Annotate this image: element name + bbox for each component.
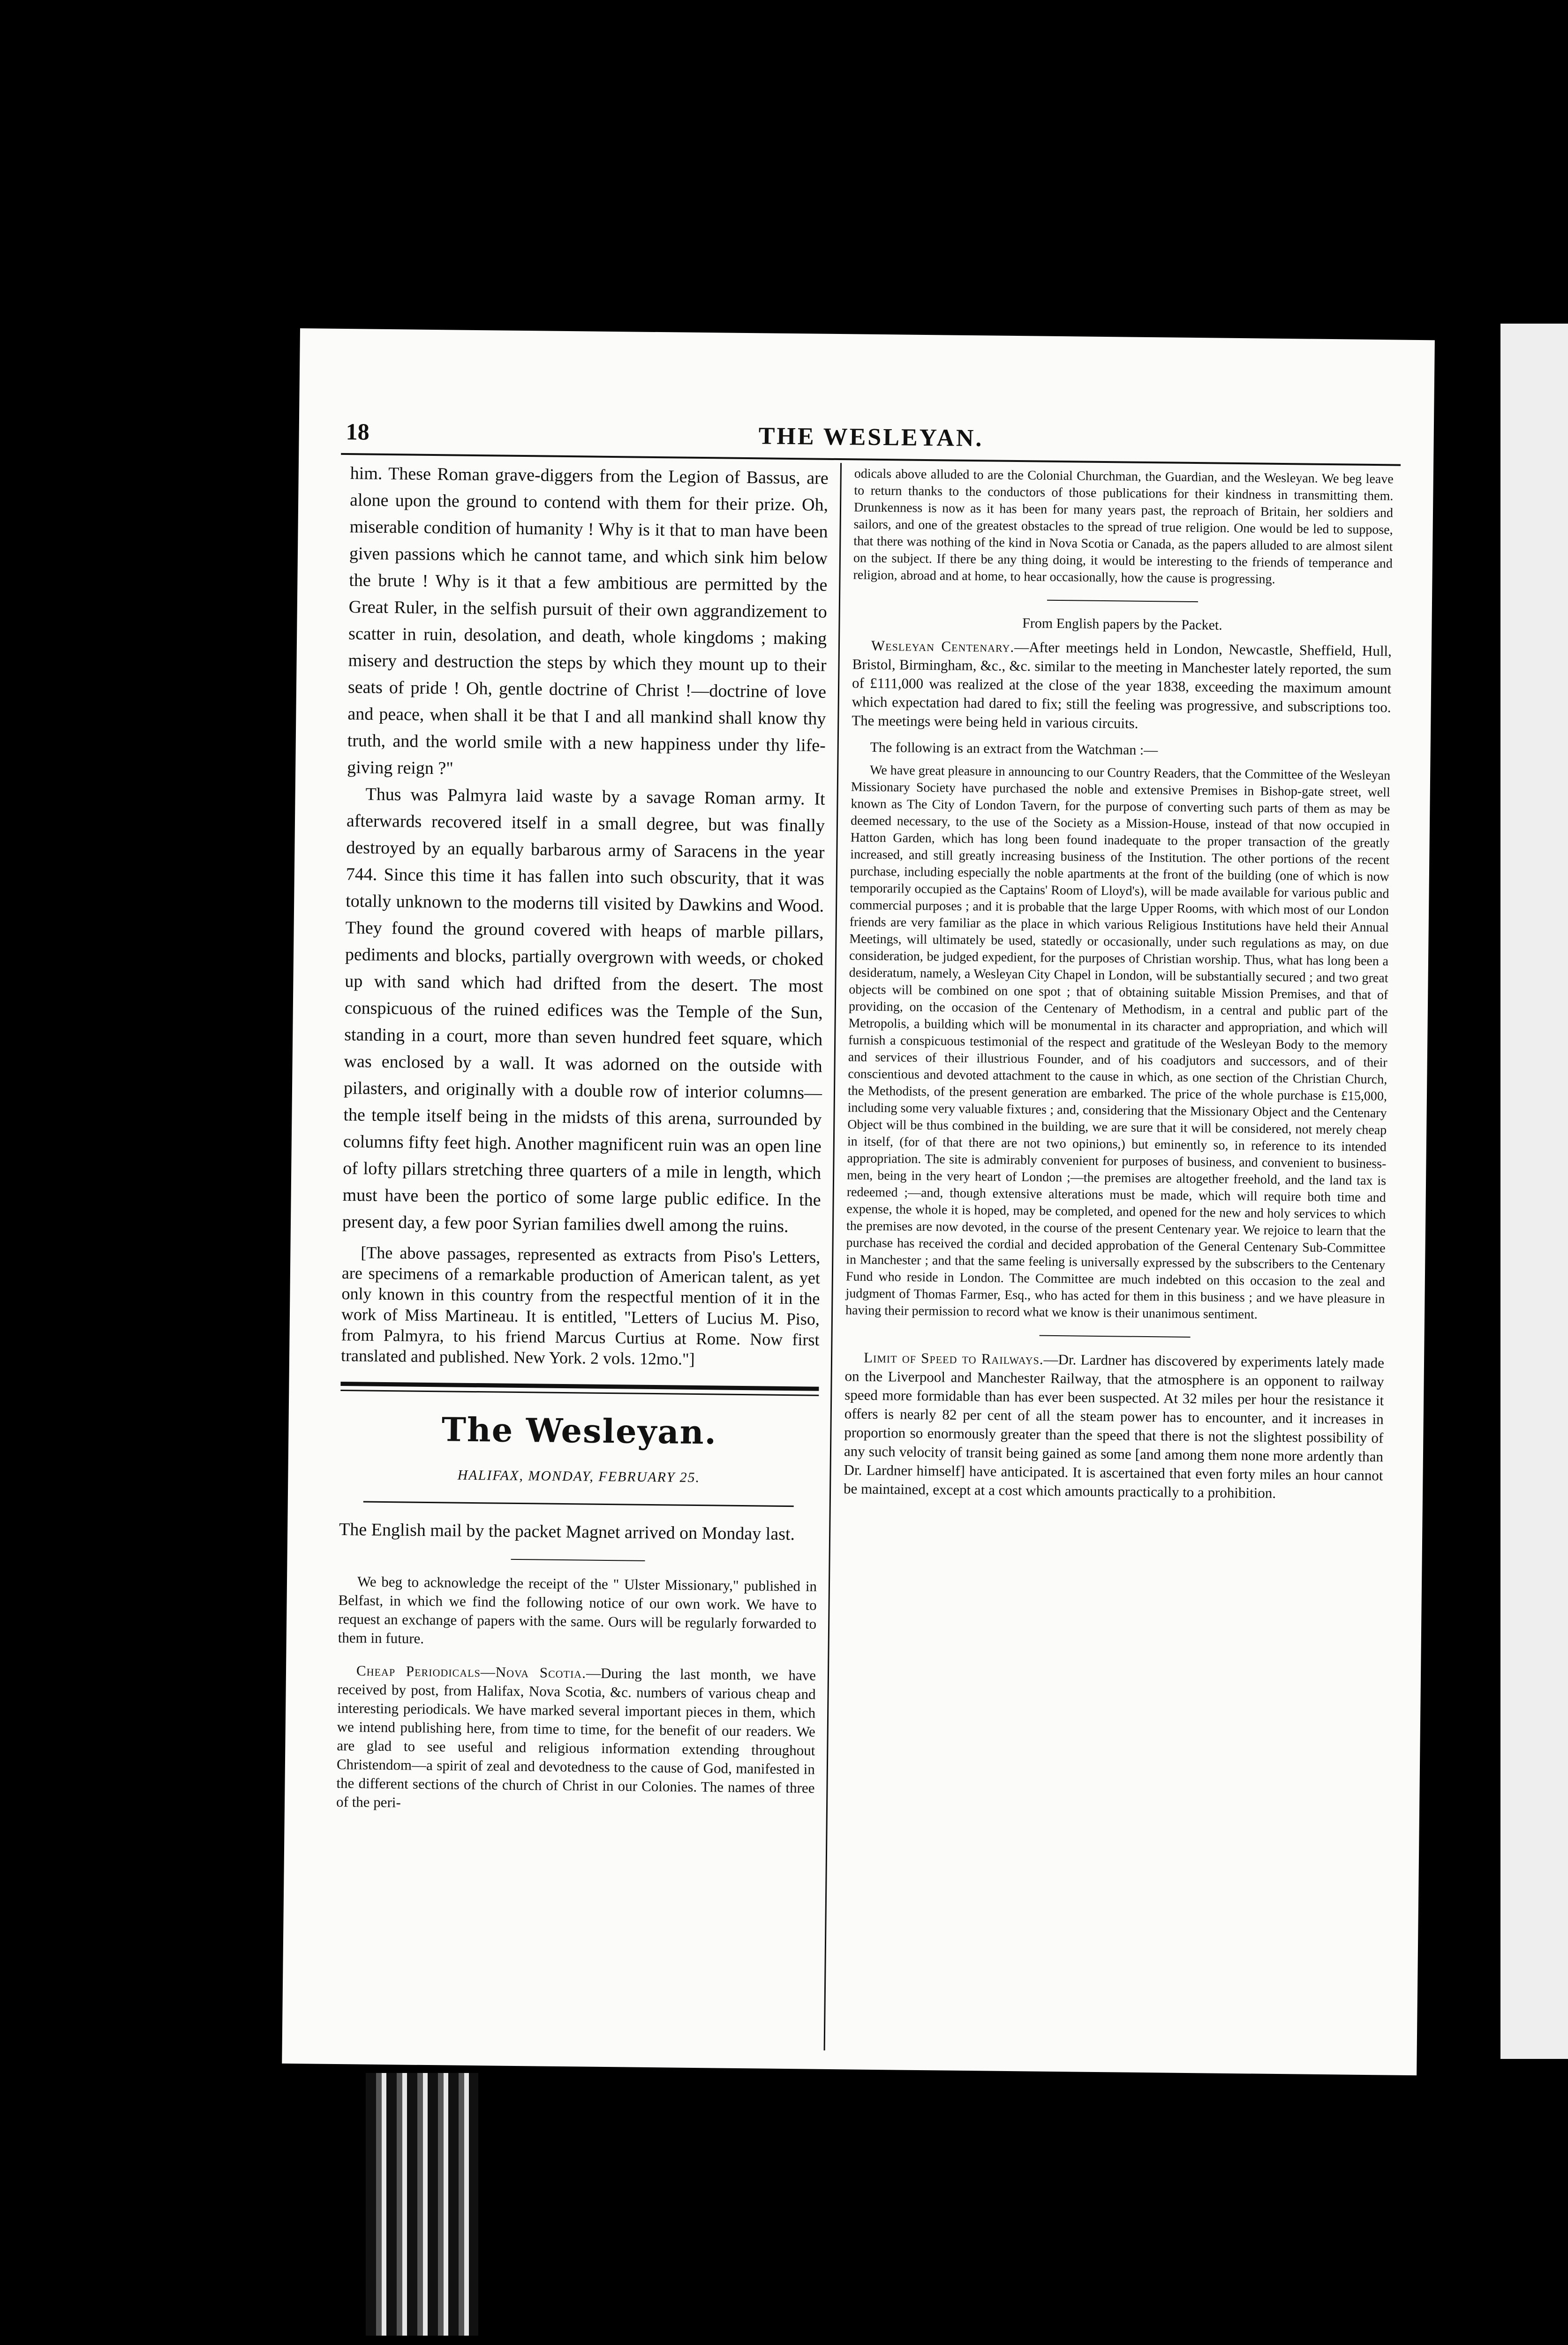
news-item-mail: The English mail by the packet Magnet arrived on Monday last. — [339, 1520, 795, 1544]
news-item-centenary — [852, 636, 1392, 735]
item-heading: Wesleyan Centenary. — [871, 637, 1015, 655]
item-heading: Cheap Periodicals—Nova Scotia. — [356, 1662, 587, 1681]
editorial-note: [The above passages, represented as extracts from Piso's Letters, are specimens of a remarkable production of American talent, as yet only known in this country from the respectful mention of it in the work of Miss Martineau. It is entitled, "Letters of Lucius M. Piso, from Palmyra, to his friend Marcus Curtius at Rome. Now first translated and published. New York. 2 vols. 12mo."] — [340, 1243, 821, 1369]
page-number: 18 — [346, 418, 369, 445]
right-column — [844, 465, 1394, 1504]
newspaper-page — [282, 328, 1435, 2075]
news-item-acknowledgement: We beg to acknowledge the receipt of the " Ulster Missionary," published in Belfast, in which we find the following notice of our own work. We have to request an exchange of papers with the same. Ours will be regularly forwarded to them in future. — [338, 1573, 817, 1647]
divider-rule — [1047, 600, 1198, 602]
article-paragraph: Thus was Palmyra laid waste by a savage Roman army. It afterwards recovered itself in a small degree, but was finally destroyed by an equally barbarous army of Saracens in the year 744. Since this time it has fallen into such obscurity, that it was totally unknown to the moderns till visited by Dawkins and Wood. They found the ground covered with heaps of marble pillars, pediments and blocks, partially overgrown with weeds, or choked up with sand which had drifted from the desert. The most conspicuous of the ruined edifices was the Temple of the Sun, standing in a court, more than seven hundred feet square, which was enclosed by a wall. It was adorned on the outside with pilasters, and originally with a double row of interior columns—the temple itself being in the midsts of this arena, surrounded by columns fifty feet high. Another magnificent ruin was an open line of lofty pillars stretching three quarters of a mile in length, which must have been the portico of some large public edifice. In the present day, a few poor Syrian families dwell among the ruins. — [342, 784, 825, 1237]
left-column — [336, 460, 829, 1816]
page-header — [346, 418, 1396, 457]
divider-rule — [363, 1501, 794, 1507]
divider-rule — [1040, 1335, 1191, 1338]
item-body: —After meetings held in London, Newcastle, Sheffield, Hull, Bristol, Birmingham, &c., &c. similar to the meeting in Manchester lately reported, the sum of £111,000 was realized at the close of the year 1838, exceeding the maximum amount which expectation had dared to fix; still the feeling was progressive, and subscriptions too. The meetings were being held in various circuits. — [852, 638, 1392, 732]
watchman-extract: We have great pleasure in announcing to our Country Readers, that the Committee of the Wesleyan Missionary Society have purchased the noble and extensive Premises in Bishop-gate street, well known as The City of London Tavern, for the purpose of converting such parts of them as may be deemed necessary, to the use of the Society as a Mission-House, instead of that now occupied in Hatton Garden, which has long been found inadequate to the proper transaction of the greatly increased, and still greatly increasing business of the Institution. The other portions of the recent purchase, including especially the noble apartments at the front of the building (one of which is now temporarily occupied as the Captains' Room of Lloyd's), will be made available for various public and commercial purposes ; and it is probable that the large Upper Rooms, with which most of our London friends are very familiar as the place in which various Religious Institutions have held their Annual Meetings, will ultimately be used, statedly or occasionally, under such regulations as may, on due consideration, be judged expedient, for the purposes of Christian worship. Thus, what has long been a desideratum, namely, a Wesleyan City Chapel in London, will be substantially secured ; and two great objects will be combined on one spot ; that of obtaining suitable Mission Premises, and that of providing, on the occasion of the Centenary of Methodism, in a central and public part of the Metropolis, a building which will be monumental in its character and appropriation, and which will furnish a conspicuous testimonial of the respect and gratitude of the Wesleyan Body to the memory and services of their illustrious Founder, and of his coadjutors and successors, and of their conscientious and devoted attachment to the cause in which, as one section of the Christian Church, the Methodists, of the present generation are embarked. The price of the whole purchase is £15,000, including some very valuable fixtures ; and, considering that the Missionary Object and the Centenary Object will be thus combined in the building, we are sure that it will be considered, not merely cheap in itself, (for of that there are not two opinions,) but eminently so, in reference to its intended appropriation. The site is admirably convenient for purposes of business, and convenient to business-men, being in the very heart of London ;—the premises are altogether freehold, and the land tax is redeemed ;—and, though extensive alterations must be made, which will require both time and expense, the whole it is hoped, may be completed, and opened for the new and holy services to which the premises are now devoted, in the course of the present Centenary year. We rejoice to learn that the purchase has received the cordial and decided approbation of the General Centenary Sub-Committee in Manchester ; and that the same feeling is universally expressed by the subscribers to the Centenary Fund who reside in London. The Committee are much indebted on this occasion to the zeal and judgment of Thomas Farmer, Esq., who has acted for them in this business ; and we have pleasure in having their permission to record what we know is their unanimous sentiment. — [845, 763, 1391, 1322]
adjacent-page-edge — [1500, 324, 1568, 2059]
section-subhead: From English papers by the Packet. — [1022, 615, 1222, 633]
column-divider — [824, 463, 842, 2050]
masthead: The Wesleyan. — [441, 1410, 717, 1452]
item-heading: Limit of Speed to Railways. — [863, 1349, 1044, 1368]
dateline: HALIFAX, MONDAY, FEBRUARY 25. — [457, 1467, 701, 1486]
news-item-cheap-periodicals — [336, 1661, 816, 1816]
news-item-railways — [844, 1348, 1384, 1504]
article-paragraph: him. These Roman grave-diggers from the Legion of Bassus, are alone upon the ground to contend with them for their prize. Oh, miserable condition of humanity ! Why is it that to man have been given passions which he cannot tame, and which sink him below the brute ! Why is it that a few ambitious are permitted by the Great Ruler, in the selfish pursuit of their own aggrandizement to scatter in ruin, desolation, and death, whole kingdoms ; making misery and destruction the steps by which they mount up to their seats of pride ! Oh, gentle doctrine of Christ !—doctrine of love and peace, when shall it be that I and all mankind shall know thy truth, and the world smile with a new happiness under thy life-giving reign ?" — [347, 463, 829, 779]
book-binding-strip — [366, 2073, 478, 2336]
running-title: THE WESLEYAN. — [758, 423, 984, 452]
item-body: —Dr. Lardner has discovered by experiments lately made on the Liverpool and Manchester Railway, that the atmosphere is an opponent to railway speed more formidable than has ever been suspected. At 32 miles per hour the resistance it offers is nearly 82 per cent of all the steam power has to encounter, and it increases in proportion so enormously greater than the speed that there is not the slightest possibility of any such velocity of transit being gained as some [and among them none more ardently than Dr. Lardner himself] have anticipated. It is ascertained that even forty miles an hour cannot be maintained, except at a cost which amounts practically to a prohibition. — [843, 1351, 1385, 1501]
item-body: —During the last month, we have received by post, from Halifax, Nova Scotia, &c. numbers of various cheap and interesting periodicals. We have marked several important pieces in them, which we intend publishing here, from time to time, for the benefit of our readers. We are glad to see useful and religious information extending throughout Christendom—a spirit of zeal and devotedness to the cause of God, manifested in the different sections of the church of Christ in our Colonies. The names of three of the peri- — [336, 1664, 816, 1811]
section-rule — [340, 1382, 819, 1396]
divider-rule — [511, 1559, 645, 1561]
watchman-intro: The following is an extract from the Watchman :— — [870, 739, 1158, 758]
continued-paragraph: odicals above alluded to are the Colonial Churchman, the Guardian, and the Wesleyan. We beg leave to return thanks to the conductors of those publications for their kindness in transmitting them. Drunkenness is now as it has been for many years past, the reproach of Britain, her soldiers and sailors, and one of the greatest obstacles to the spread of true religion. One would be led to suppose, that there was nothing of the kind in Nova Scotia or Canada, as the papers alluded to are almost silent on the subject. If there be any thing doing, it would be interesting to the friends of temperance and religion, abroad and at home, to hear occasionally, how the cause is progressing. — [853, 466, 1394, 587]
